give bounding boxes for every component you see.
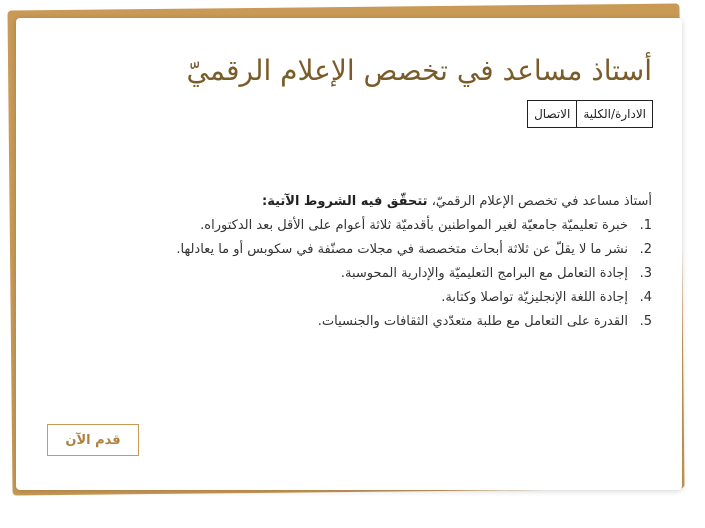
requirement-text: إجادة التعامل مع البرامج التعليميّة والإدارية المحوسبة. <box>340 266 628 281</box>
list-number: 2. <box>639 242 652 257</box>
list-number: 4. <box>639 290 652 305</box>
job-description <box>52 190 652 334</box>
intro-text: أستاذ مساعد في تخصص الإعلام الرقميّ، <box>427 194 652 209</box>
job-intro <box>52 190 652 214</box>
tag-department: الادارة/الكلية <box>583 107 646 121</box>
list-number: 3. <box>639 266 652 281</box>
list-item <box>52 262 652 286</box>
job-card <box>16 18 682 490</box>
requirement-text: نشر ما لا يقلّ عن ثلاثة أبحاث متخصصة في مجلات مصنّفة في سكوبس أو ما يعادلها. <box>176 242 628 257</box>
list-number: 1. <box>639 218 652 233</box>
list-item <box>52 238 652 262</box>
requirements-list <box>52 214 652 334</box>
apply-now-button[interactable]: قدم الآن <box>47 424 139 456</box>
job-tags <box>527 100 653 128</box>
list-item <box>52 310 652 334</box>
tag-communication: الاتصال <box>528 101 577 127</box>
requirement-text: إجادة اللغة الإنجليزيّة تواصلا وكتابة. <box>441 290 628 305</box>
job-title: أستاذ مساعد في تخصص الإعلام الرقميّ <box>186 54 652 87</box>
requirement-text: خبرة تعليميّة جامعيّة لغير المواطنين بأقدميّة ثلاثة أعوام على الأقل بعد الدكتوراه. <box>200 218 628 233</box>
requirement-text: القدرة على التعامل مع طلبة متعدّدي الثقافات والجنسيات. <box>317 314 628 329</box>
list-item <box>52 286 652 310</box>
intro-bold: تتحقّق فيه الشروط الآتية: <box>262 194 428 209</box>
list-item <box>52 214 652 238</box>
list-number: 5. <box>639 314 652 329</box>
